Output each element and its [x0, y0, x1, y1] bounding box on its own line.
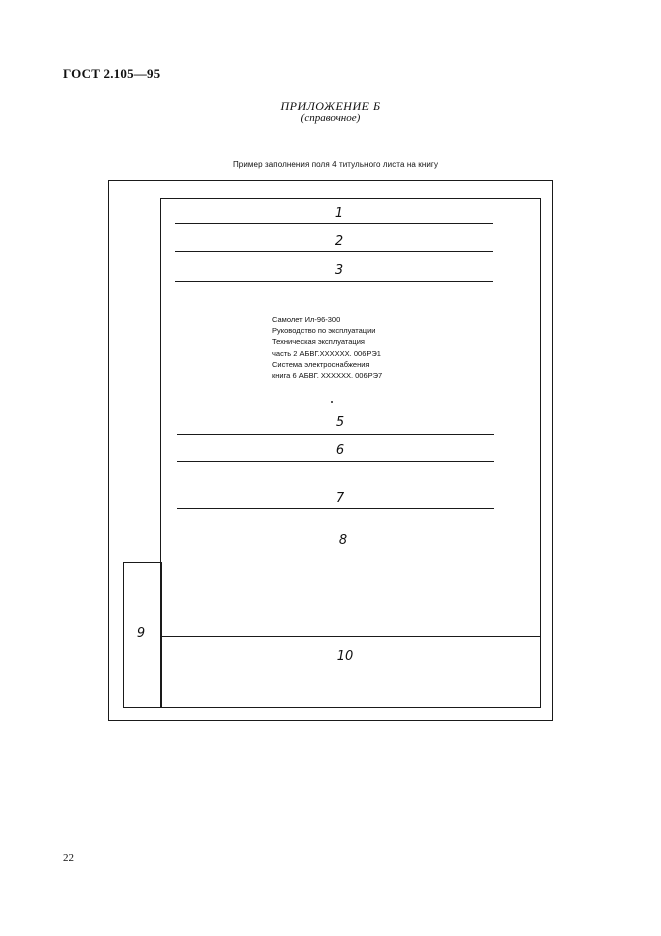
- field-number-6: 6: [335, 443, 345, 458]
- sample-line-system: Система электроснабжения: [272, 359, 370, 369]
- sample-line-manual: Руководство по эксплуатации: [272, 326, 376, 336]
- field-10-divider: [161, 636, 541, 637]
- field-2-line: [175, 251, 493, 252]
- field-number-10: 10: [336, 649, 354, 664]
- field-number-9: 9: [136, 626, 146, 641]
- appendix-subtitle: (справочное): [300, 112, 361, 124]
- field-number-2: 2: [334, 234, 344, 249]
- field-number-1: 1: [334, 206, 344, 221]
- scan-speck: [331, 401, 333, 403]
- field-7-line: [177, 508, 494, 509]
- page-number: 22: [63, 852, 74, 864]
- field-number-5: 5: [335, 415, 345, 430]
- sample-line-technical: Техническая эксплуатация: [272, 337, 365, 347]
- sample-line-book: книга 6 АБВГ. XXXXXX. 006РЭ7: [272, 371, 383, 381]
- sample-text-block: [272, 314, 382, 381]
- standard-header: ГОСТ 2.105—95: [63, 66, 161, 81]
- field-number-3: 3: [334, 263, 344, 278]
- field-3-line: [175, 281, 493, 282]
- figure-caption: Пример заполнения поля 4 титульного листа на книгу: [232, 160, 439, 169]
- field-1-line: [175, 223, 493, 224]
- field-number-7: 7: [335, 491, 345, 506]
- sample-line-part: часть 2 АБВГ.XXXXXX. 006РЭ1: [272, 348, 381, 358]
- field-number-8: 8: [338, 533, 348, 548]
- appendix-title: ПРИЛОЖЕНИЕ Б: [280, 99, 381, 113]
- sample-line-aircraft: Самолет Ил-96-300: [272, 315, 341, 324]
- field-5-line: [177, 434, 494, 435]
- field-6-line: [177, 461, 494, 462]
